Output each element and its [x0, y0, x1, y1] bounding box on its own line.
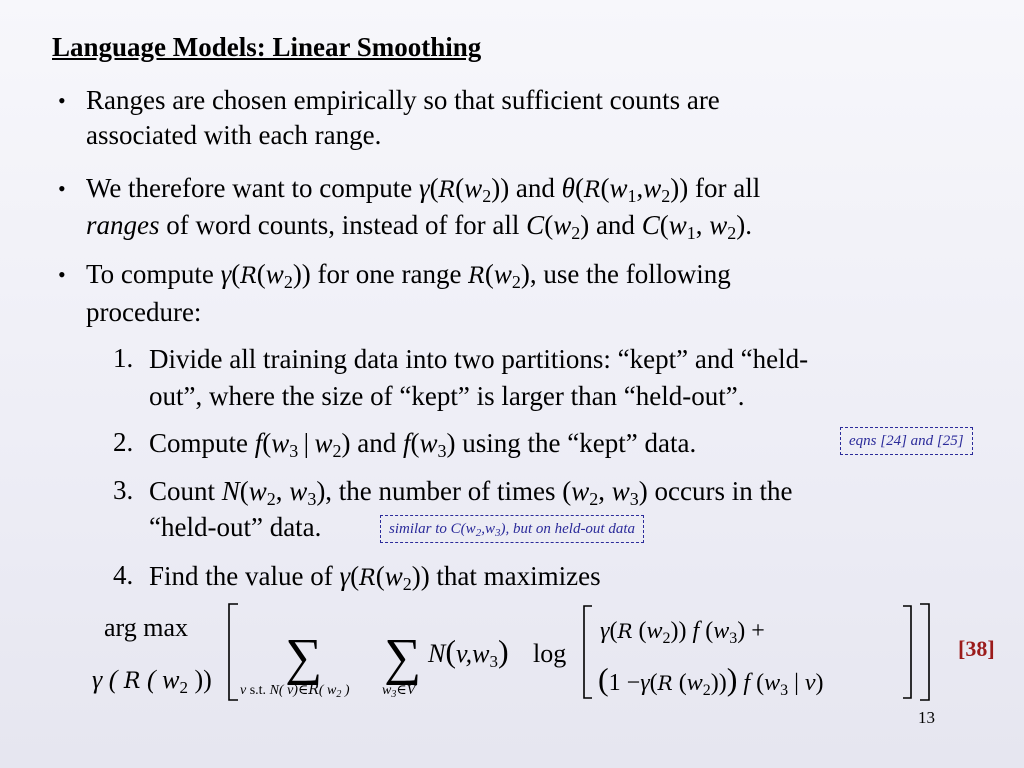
- inner-bracket-right: [903, 606, 911, 698]
- step-number: 4.: [113, 560, 134, 590]
- sum-symbol-2: ∑: [384, 629, 422, 686]
- sum-symbol-1: ∑: [285, 629, 323, 686]
- slide-title: Language Models: Linear Smoothing: [52, 32, 482, 62]
- eqns-callout: eqns [24] and [25]: [840, 427, 973, 455]
- inner-bottom-term: (1 −γ(R $(w_2)$)) f ($w_3$ | v): [598, 661, 824, 699]
- outer-bracket-right: [920, 604, 929, 700]
- sum-1-limit: v s.t. N( v)∈R( $w_2$ ): [240, 682, 350, 700]
- log-label: log: [533, 639, 567, 668]
- step1-line2: out”, where the size of “kept” is larger than “held-out”.: [149, 381, 745, 411]
- bullet1-line1: Ranges are chosen empirically so that sufficient counts are: [86, 85, 720, 115]
- page-number: 13: [918, 708, 935, 727]
- equation-reference: [38]: [958, 636, 995, 661]
- inner-bracket-left: [584, 606, 592, 698]
- similar-callout: similar to $C(w_2,w_3)$, but on held-out data: [380, 515, 644, 543]
- step2-line: Compute $f(w_3$ | $w_2$) and $f(w_3)$ using the “kept” data.: [149, 428, 697, 461]
- step3-line2: “held-out” data.: [149, 512, 322, 542]
- step3-line1: Count $N(w_2$, $w_3$), the number of times ($w_2$, $w_3$) occurs in the: [149, 476, 793, 509]
- bullet-dot: •: [58, 176, 66, 201]
- step4-line: Find the value of $\gamma(R(w_2))$ that maximizes: [149, 561, 601, 594]
- argmax-subscript: γ ( R ( w2 )): [92, 665, 212, 697]
- bullet3-line1: To compute $\gamma(R(w_2))$ for one range $R(w_2)$, use the following: [86, 259, 731, 292]
- bullet3-line2: procedure:: [86, 297, 202, 327]
- step-number: 3.: [113, 475, 134, 505]
- step1-line1: Divide all training data into two partitions: “kept” and “held-: [149, 344, 809, 374]
- bullet1-line2: associated with each range.: [86, 120, 382, 150]
- bullet2-line1: We therefore want to compute $\gamma(R(w_2))$ and $\theta(R(w_1,w_2))$ for all: [86, 173, 761, 206]
- bullet-dot: •: [58, 88, 66, 113]
- outer-bracket-left: [229, 604, 238, 700]
- sum-2-limit: $w_3\in V$: [382, 683, 416, 700]
- argmax-label: arg max: [104, 613, 188, 642]
- count-term: N(v,w3): [428, 633, 509, 671]
- step-number: 2.: [113, 427, 134, 457]
- inner-top-term: γ(R $(w_2)$) f $(w_3)$ +: [600, 618, 765, 647]
- step-number: 1.: [113, 343, 134, 373]
- bullet-dot: •: [58, 262, 66, 287]
- bullet2-line2: ranges of word counts, instead of for all $C(w_2)$ and $C(w_1$, $w_2$).: [86, 210, 752, 243]
